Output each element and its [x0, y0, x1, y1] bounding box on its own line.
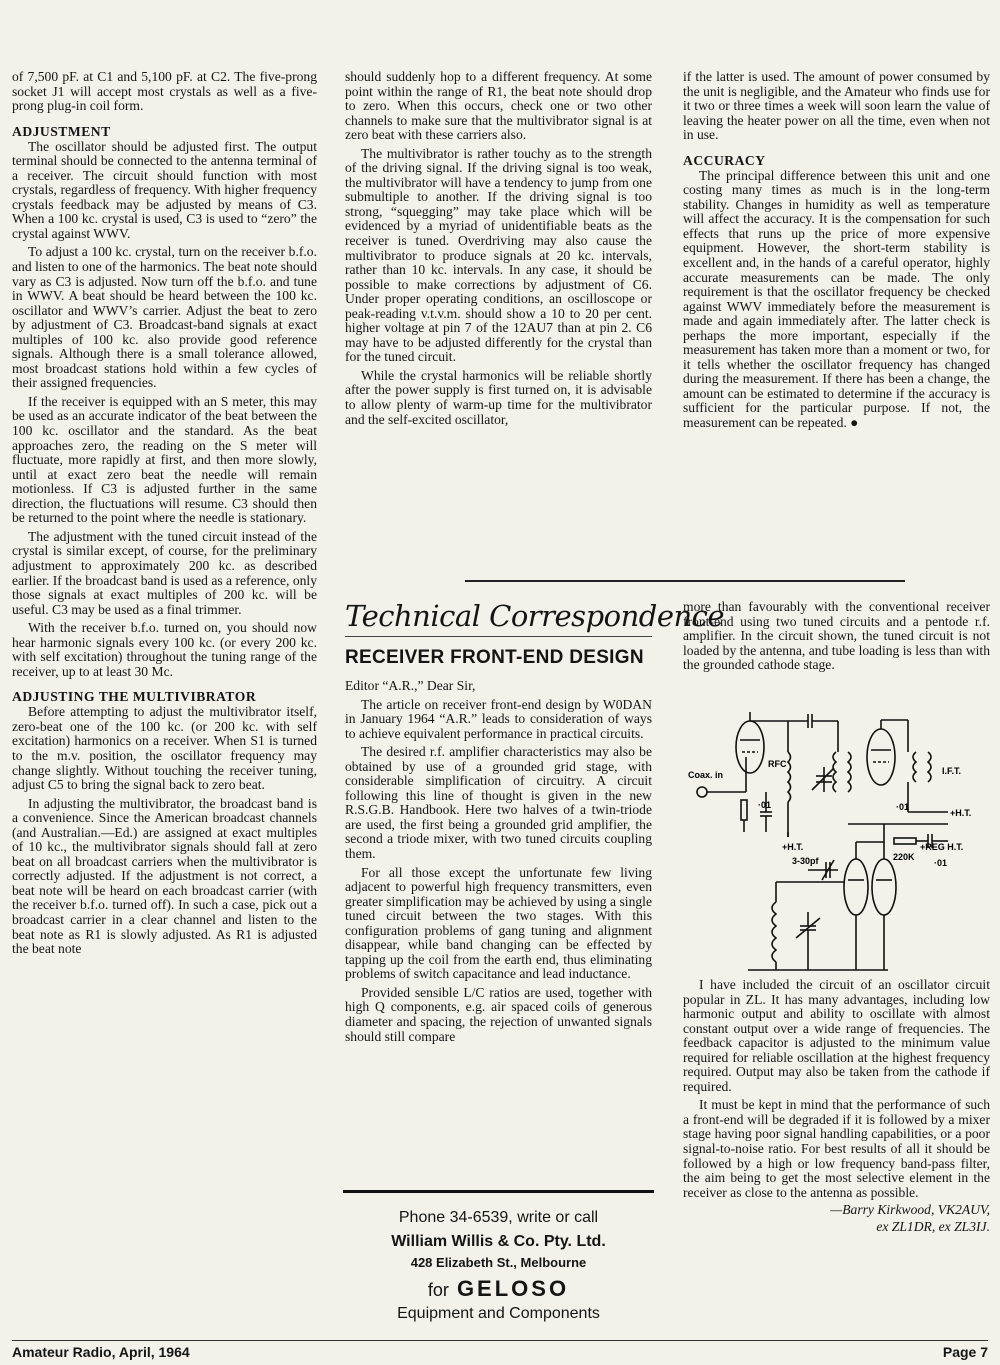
column-3-upper: [683, 70, 990, 431]
paragraph: It must be kept in mind that the performance of such a front-end will be degraded if it is followed by a mixer stage having poor signal handling capabilities, or a poor signal-to-noise ratio. For best results of all it should be followed by a high or low frequency band-pass filter, the aim being to get the most selective element in the receiver as close to the antenna as possible.: [683, 1097, 990, 1200]
paragraph: The multivibrator is rather touchy as to the strength of the driving signal. If the driving signal is too weak, the multivibrator will have a tendency to jump from one submultiple to another. If the driving signal is too strong, “squegging” may take place which will be evidenced by a myriad of unidentifiable beats as the receiver is tuned. Overdriving may also cause the multivibrator to produce signals at 20 kc. intervals, rather than 10 kc. intervals. In any case, it should be possible to make corrections by adjustment of C6. Under proper operating conditions, an oscilloscope or peak-reading v.t.v.m. should show a 10 to 20 per cent. higher voltage at pin 7 of the 12AU7 than at pin 2. C6 may have to be adjusted differently for the crystal than for the tuned circuit.: [345, 145, 652, 365]
column-title: Technical Correspondence: [345, 598, 652, 637]
advert-phone: Phone 34-6539, write or call: [398, 1209, 599, 1226]
advert-products: Equipment and Components: [397, 1305, 600, 1322]
paragraph: In adjusting the multivibrator, the broadcast band is a convenience. Since the American broadcast channels (and Australian.—Ed.) are assigned at exact multiples of 10 kc., the multivibrator signals should fall at zero beat on all broadcast carriers when the multivibrator is correctly adjusted. If the adjustment is not correct, a beat note will be heard on each broadcast carrier (with the receiver b.f.o. turned off). In such a case, pick out a broadcast carrier in a clear channel and listen to the beat note as R1 is slowly adjusted. As R1 is adjusted the beat note: [12, 795, 317, 957]
heading-accuracy: ACCURACY: [683, 152, 766, 168]
paragraph: To adjust a 100 kc. crystal, turn on the receiver b.f.o. and listen to one of the harmonics. The beat note should vary as C3 is adjusted. Now turn off the b.f.o. and tune in WWV. A beat should be heard between the 100 kc. oscillator and WWV’s carrier. Adjust the beat to zero by adjustment of C3. Broadcast-band signals at exact multiples of 100 kc. also provide good reference signals. Although there is a small tolerance allowed, most broadcast stations hold within a few cycles of their assigned frequencies.: [12, 244, 317, 391]
section-divider: [465, 580, 905, 582]
circuit-diagram: [688, 712, 986, 972]
paragraph: The article on receiver front-end design by W0DAN in January 1964 “A.R.” leads to consideration of ways to achieve equivalent performance in practical circuits.: [345, 696, 652, 741]
paragraph: The oscillator should be adjusted first. The output terminal should be connected to the antenna terminal of a receiver. The circuit should function with most crystals, regardless of frequency. With higher frequency crystals feedback may be adjusted by means of C3. When a 100 kc. crystal is used, C3 is used to “zero” the crystal against WWV.: [12, 138, 317, 241]
ht-label-1: +H.T.: [782, 842, 804, 852]
reg-ht-label: +REG H.T.: [920, 842, 964, 852]
footer-publication: Amateur Radio, April, 1964: [12, 1344, 190, 1360]
paragraph: While the crystal harmonics will be reliable shortly after the power supply is first turned on, it is advisable to allow plenty of warm-up time for the multivibrator and the self-excited oscillator,: [345, 367, 652, 427]
paragraph: The adjustment with the tuned circuit instead of the crystal is similar except, of course, for the preliminary adjustment to approximately 200 kc. as described earlier. If the broadcast band is used as a reference, only those signals at exact multiples of 200 kc. will be useful. C3 may be used as a final trimmer.: [12, 528, 317, 617]
column-3-bottom: [683, 978, 990, 1234]
rfc-label: RFC: [768, 759, 787, 769]
paragraph: The desired r.f. amplifier characteristics may also be obtained by use of a grounded grid stage, with considerable simplification of circuitry. A circuit following this line of thought is given in the new R.S.G.B. Handbook. Here two halves of a twin-triode are used, the first being a grounded grid amplifier, the second a triode mixer, with two tuned circuits coupling them.: [345, 744, 652, 862]
paragraph: I have included the circuit of an oscillator circuit popular in ZL. It has many advantages, including low harmonic output and ability to oscillate with almost constant output over a wide range of frequencies. The feedback capacitor is adjusted to the minimum value required for reliable oscillation at the highest frequency required. Output may also be taken from the cathode if required.: [683, 977, 990, 1094]
paragraph: if the latter is used. The amount of power consumed by the unit is negligible, and the Amateur who finds use for it two or three times a week will soon learn the value of leaving the heater power on all the time, even when not in use.: [683, 69, 990, 143]
footer-page-number: Page 7: [942, 1344, 988, 1360]
page-footer: [12, 1340, 988, 1363]
trimmer-label: 3-30pf: [792, 856, 819, 866]
article-title: RECEIVER FRONT-END DESIGN: [345, 647, 644, 668]
ift-label: I.F.T.: [942, 766, 962, 776]
heading-adjustment: ADJUSTMENT: [12, 123, 111, 139]
advert-brand-line: [343, 1276, 654, 1302]
salutation: Editor “A.R.,” Dear Sir,: [345, 678, 476, 693]
paragraph: For all those except the unfortunate few living adjacent to powerful high frequency transmitters, even greater simplification may be achieved by using a single tuned circuit between the two stages. With this configuration problems of gang tuning and alignment disappear, while band changing can be effected by tapping up the coil from the earth end, thus eliminating problems of switch capacitance and lead inductance.: [345, 864, 652, 982]
coax-label: Coax. in: [688, 770, 724, 780]
paragraph: With the receiver b.f.o. turned on, you should now hear harmonic signals every 100 kc. (or every 200 kc. with self excitation) throughout the tuning range of the receiver, up to at least 30 Mc.: [12, 620, 317, 679]
cap-label-1: ·01: [758, 800, 772, 810]
column-3-lower: [683, 600, 990, 673]
paragraph: Before attempting to adjust the multivibrator itself, zero-beat one of the 100 kc. (or 200 kc. with self excitation) harmonics on a receiver. When S1 is turned to the m.v. position, the oscillator frequency may change slightly. Without touching the receiver tuning, adjust C5 to bring the signal back to zero beat.: [12, 704, 317, 793]
paragraph: The principal difference between this unit and one costing many times as much is in the long-term stability. Changes in humidity as well as temperature will affect the accuracy. It is the compensation for such effects that runs up the price of more expensive equipment. However, the short-term stability is excellent and, in the hands of a careful operator, highly accurate measurements can be made. The only requirement is that the oscillator frequency be checked against WWV immediately before the measurement is made and again immediately after. The latter check is perhaps the more important, especially if the measurement has taken more than a moment or two, for it tells whether the oscillator frequency has changed during the measurement. If there has been a change, the amount can be estimated to determine if the accuracy is sufficient for the particular purpose. If not, the measurement can be repeated. ●: [683, 167, 990, 431]
geloso-advert: [343, 1190, 654, 1333]
column-2-upper: [345, 70, 652, 427]
paragraph: more than favourably with the conventional receiver front-end using two tuned circuits and a pentode r.f. amplifier. In the circuit shown, the tuned circuit is not loaded by the antenna, and tube loading is less than with the grounded cathode stage.: [683, 599, 990, 673]
signature-line-2: ex ZL1DR, ex ZL3IJ.: [876, 1219, 990, 1235]
resistor-label: 220K: [893, 852, 915, 862]
cap-label-2: ·01: [896, 802, 910, 812]
advert-address: 428 Elizabeth St., Melbourne: [410, 1255, 587, 1270]
paragraph: should suddenly hop to a different frequency. At some point within the range of R1, the beat note should drop to zero. When this occurs, check one or two other channels to make sure that the multivibrator signal is at zero beat with these carriers also.: [345, 69, 652, 143]
heading-adjusting-multivibrator: ADJUSTING THE MULTIVIBRATOR: [12, 689, 257, 705]
paragraph: If the receiver is equipped with an S meter, this may be used as an accurate indicator of the beat between the 100 kc. oscillator and the standard. As the beat approaches zero, the reading on the S meter will fluctuate, more rapidly at first, and then more slowly, until at exact zero beat the needle will remain motionless. If C3 is adjusted further in the same direction, the fluctuations will resume. C3 should then be returned to the point where the needle is stationary.: [12, 393, 317, 526]
ht-label-2: +H.T.: [950, 808, 972, 818]
signature-line-1: —Barry Kirkwood, VK2AUV,: [830, 1202, 990, 1218]
paragraph: of 7,500 pF. at C1 and 5,100 pF. at C2. The five-prong socket J1 will accept most crystals as well as a five-prong plug-in coil form.: [12, 69, 317, 114]
advert-for: for: [427, 1280, 449, 1300]
column-1: [12, 70, 317, 957]
advert-brand: GELOSO: [456, 1276, 570, 1301]
paragraph: Provided sensible L/C ratios are used, together with high Q components, e.g. air spaced coils of generous diameter and spacing, the rejection of unwanted signals should still compare: [345, 984, 652, 1044]
cap-label-3: ·01: [934, 858, 948, 868]
advert-company: William Willis & Co. Pty. Ltd.: [391, 1233, 606, 1250]
